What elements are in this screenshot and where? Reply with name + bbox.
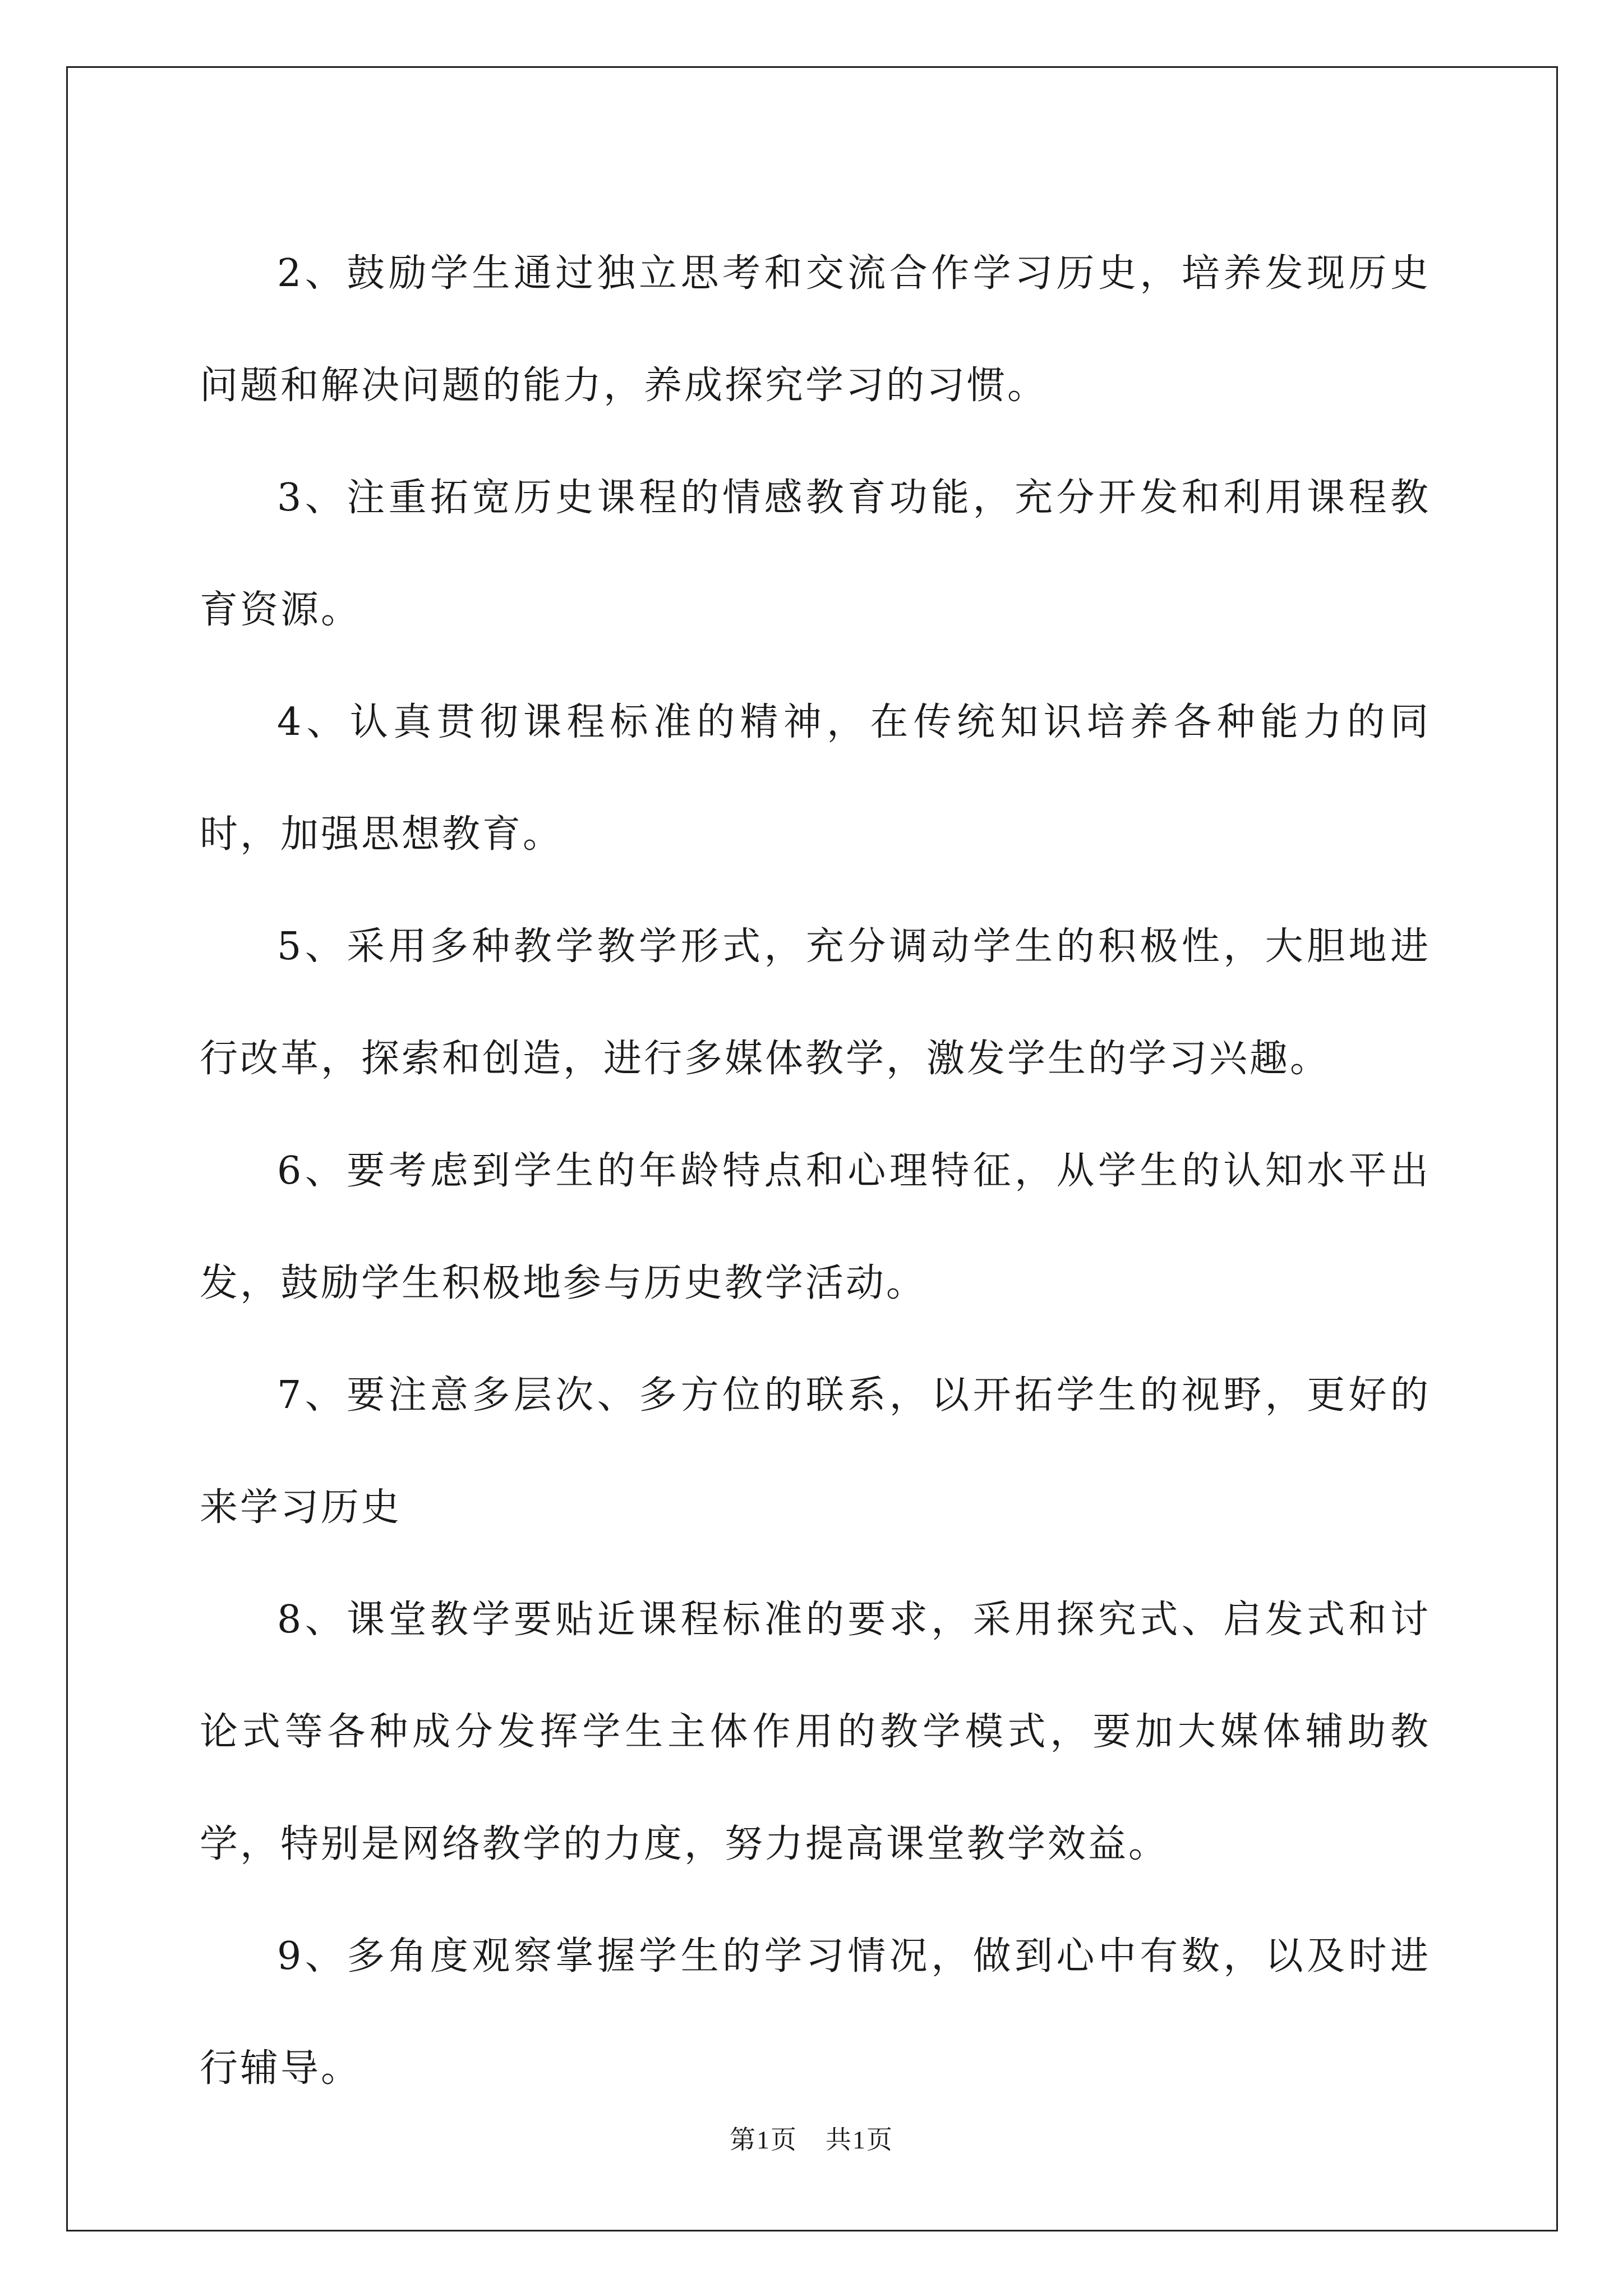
paragraph-5: 5、采用多种教学教学形式，充分调动学生的积极性，大胆地进行改革，探索和创造，进行多媒体教学，激发学生的学习兴趣。 bbox=[200, 924, 1431, 1081]
page-footer bbox=[0, 2123, 1623, 2157]
paragraph-8: 8、课堂教学要贴近课程标准的要求，采用探究式、启发式和讨论式等各种成分发挥学生主体作用的教学模式，要加大媒体辅助教学，特别是网络教学的力度，努力提高课堂教学效益。 bbox=[200, 1598, 1431, 1866]
paragraph-3: 3、注重拓宽历史课程的情感教育功能，充分开发和利用课程教育资源。 bbox=[200, 476, 1431, 632]
paragraph-6: 6、要考虑到学生的年龄特点和心理特征，从学生的认知水平出发，鼓励学生积极地参与历史教学活动。 bbox=[200, 1149, 1431, 1305]
total-pages: 共1页 bbox=[826, 2125, 893, 2154]
paragraph-9: 9、多角度观察掌握学生的学习情况，做到心中有数，以及时进行辅导。 bbox=[200, 1934, 1431, 2091]
paragraph-7: 7、要注意多层次、多方位的联系，以开拓学生的视野，更好的来学习历史 bbox=[200, 1373, 1431, 1530]
current-page-number: 第1页 bbox=[730, 2125, 797, 2154]
paragraph-4: 4、认真贯彻课程标准的精神，在传统知识培养各种能力的同时，加强思想教育。 bbox=[200, 700, 1431, 857]
paragraph-2: 2、鼓励学生通过独立思考和交流合作学习历史，培养发现历史问题和解决问题的能力，养成探究学习的习惯。 bbox=[200, 251, 1431, 408]
document-body bbox=[200, 218, 1431, 2125]
